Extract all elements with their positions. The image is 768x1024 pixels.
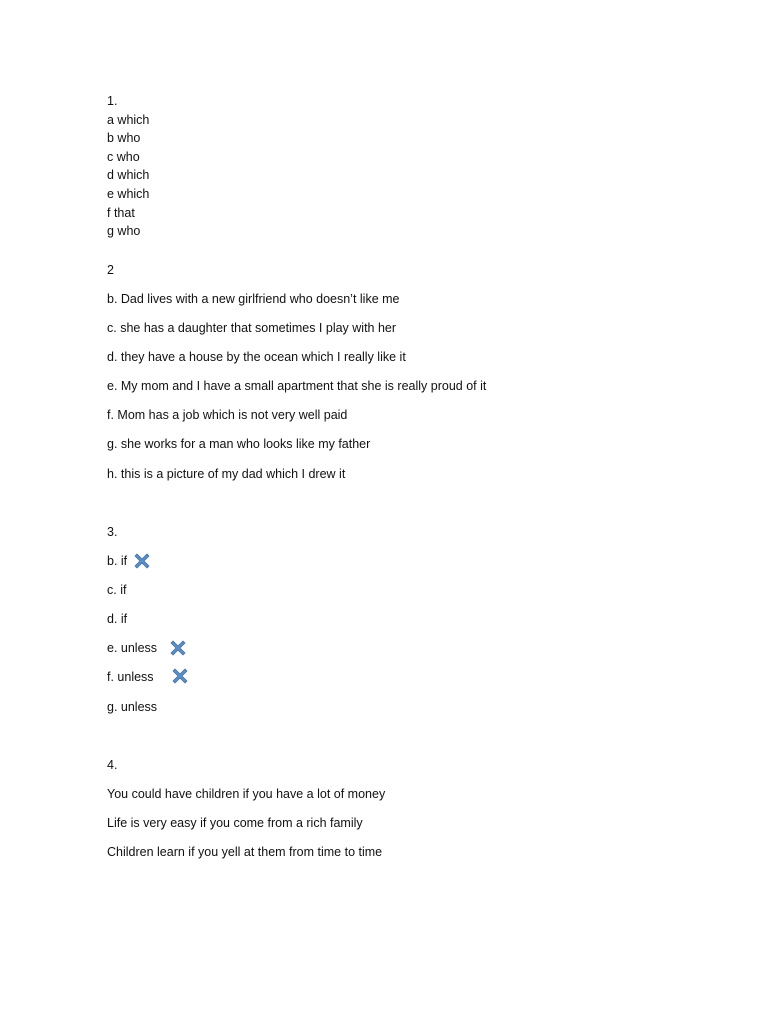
cross-mark-icon <box>172 668 188 684</box>
section-1-item: a which <box>107 113 150 127</box>
section-2-item: g. she works for a man who looks like my father <box>107 437 371 451</box>
section-2-heading: 2 <box>107 263 114 277</box>
section-1-item: c who <box>107 150 140 164</box>
section-1-heading: 1. <box>107 94 118 108</box>
section-3-item: g. unless <box>107 700 158 714</box>
section-3-item: d. if <box>107 612 128 626</box>
section-2-item: f. Mom has a job which is not very well paid <box>107 408 348 422</box>
section-2-item: e. My mom and I have a small apartment that she is really proud of it <box>107 379 487 393</box>
section-1-item: f that <box>107 206 135 220</box>
section-2-item: c. she has a daughter that sometimes I play with her <box>107 321 397 335</box>
section-3-heading: 3. <box>107 525 118 539</box>
section-1-item: d which <box>107 168 150 182</box>
section-4-item: You could have children if you have a lot of money <box>107 787 386 801</box>
section-3-item: b. if <box>107 554 128 568</box>
section-1-item: g who <box>107 224 141 238</box>
section-1-item: b who <box>107 131 141 145</box>
section-1-item: e which <box>107 187 150 201</box>
section-2-item: h. this is a picture of my dad which I drew it <box>107 467 346 481</box>
section-3-item: f. unless <box>107 670 154 684</box>
section-3-item: c. if <box>107 583 127 597</box>
section-2-item: b. Dad lives with a new girlfriend who doesn’t like me <box>107 292 400 306</box>
section-4-item: Children learn if you yell at them from time to time <box>107 845 383 859</box>
cross-mark-icon <box>170 640 186 656</box>
section-4-heading: 4. <box>107 758 118 772</box>
section-4-item: Life is very easy if you come from a rich family <box>107 816 363 830</box>
cross-mark-icon <box>134 553 150 569</box>
section-2-item: d. they have a house by the ocean which I really like it <box>107 350 406 364</box>
section-3-item: e. unless <box>107 641 158 655</box>
